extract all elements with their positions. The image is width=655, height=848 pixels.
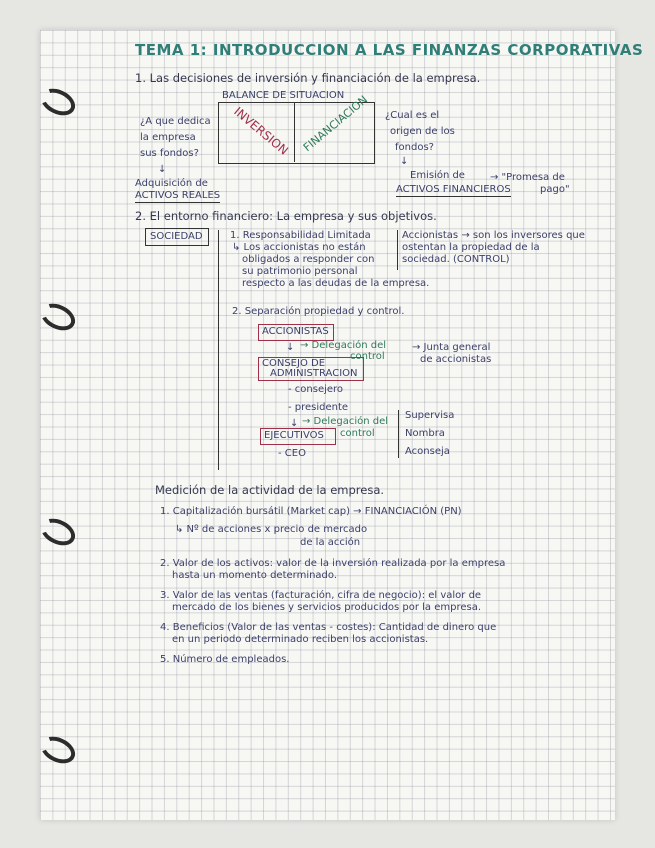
right-answer-1: Emisión de	[410, 170, 465, 181]
financiacion-label: FINANCIACION	[300, 93, 371, 155]
promesa-1: → "Promesa de	[490, 172, 565, 183]
item1-sub-4: respecto a las deudas de la empresa.	[242, 278, 430, 289]
ejec-right-2: Nombra	[405, 428, 445, 439]
measure-1: 1. Capitalización bursátil (Market cap) → FINANCIACIÓN (PN)	[160, 506, 462, 517]
section-1-heading: 1. Las decisiones de inversión y financiación de la empresa.	[135, 71, 481, 85]
right-question-1: ¿Cual es el	[385, 110, 440, 121]
inversion-label: INVERSION	[231, 104, 291, 158]
page-title: TEMA 1: INTRODUCCION A LAS FINANZAS CORPORATIVAS	[135, 41, 644, 59]
right-answer-2: ACTIVOS FINANCIEROS	[396, 184, 511, 195]
down-arrow-icon: ↓	[286, 342, 295, 353]
item1-sub-2: obligados a responder con	[242, 254, 375, 265]
item1-sub-3: su patrimonio personal	[242, 266, 358, 277]
balance-title: BALANCE DE SITUACION	[222, 90, 345, 101]
down-arrow-icon: ↓	[290, 418, 299, 429]
measure-3-line-1: 3. Valor de las ventas (facturación, cifra de negocio): el valor de	[160, 590, 482, 601]
sociedad-label: SOCIEDAD	[150, 231, 203, 242]
accionistas-label: ACCIONISTAS	[262, 326, 329, 337]
item1-title: 1. Responsabilidad Limitada	[230, 230, 371, 241]
consejo-item-1: - consejero	[288, 384, 344, 395]
measure-1-sub-1: ↳ Nº de acciones x precio de mercado	[175, 524, 368, 535]
left-question-2: la empresa	[140, 132, 196, 143]
consejo-item-2: - presidente	[288, 402, 349, 413]
main-brace-line	[218, 230, 219, 470]
consejo-label-2: ADMINISTRACION	[270, 368, 358, 379]
down-arrow-icon: ↓	[400, 156, 409, 167]
balance-divider	[294, 102, 295, 162]
ejec-brace	[398, 410, 399, 458]
control-2: control	[340, 428, 375, 439]
section-2-heading: 2. El entorno financiero: La empresa y sus objetivos.	[135, 209, 437, 223]
measure-4-line-1: 4. Beneficios (Valor de las ventas - costes): Cantidad de dinero que	[160, 622, 497, 633]
left-question-3: sus fondos?	[140, 148, 199, 159]
down-arrow-icon: ↓	[158, 164, 167, 175]
right-question-3: fondos?	[395, 142, 434, 153]
measure-5: 5. Número de empleados.	[160, 654, 290, 665]
right-question-2: origen de los	[390, 126, 455, 137]
measure-4-line-2: en un periodo determinado reciben los accionistas.	[172, 634, 429, 645]
junta-2: de accionistas	[420, 354, 492, 365]
item2-title: 2. Separación propiedad y control.	[232, 306, 405, 317]
item1-sub-1: ↳ Los accionistas no están	[232, 242, 366, 253]
delegacion-1: → Delegación del	[300, 340, 387, 351]
measure-1-sub-2: de la acción	[300, 537, 361, 548]
item1-right-2: ostentan la propiedad de la	[402, 242, 540, 253]
ejec-right-3: Aconseja	[405, 446, 450, 457]
left-answer-2: ACTIVOS REALES	[135, 190, 221, 201]
delegacion-2: → Delegación del	[302, 416, 389, 427]
left-question-1: ¿A que dedica	[140, 116, 211, 127]
ejec-right-1: Supervisa	[405, 410, 455, 421]
ejecutivos-label: EJECUTIVOS	[264, 430, 324, 441]
item1-right-1: Accionistas → son los inversores que	[402, 230, 585, 241]
measure-3-line-2: mercado de los bienes y servicios producidos por la empresa.	[172, 602, 482, 613]
control-1: control	[350, 351, 385, 362]
ceo-label: - CEO	[278, 448, 306, 459]
item1-brace	[397, 230, 398, 270]
left-answer-1: Adquisición de	[135, 178, 208, 189]
item1-right-3: sociedad. (CONTROL)	[402, 254, 510, 265]
measure-2-line-2: hasta un momento determinado.	[172, 570, 338, 581]
consejo-label-1: CONSEJO DE	[262, 358, 326, 369]
promesa-2: pago"	[540, 184, 570, 195]
measure-2-line-1: 2. Valor de los activos: valor de la inversión realizada por la empresa	[160, 558, 506, 569]
junta-1: → Junta general	[412, 342, 491, 353]
section-3-heading: Medición de la actividad de la empresa.	[155, 483, 385, 497]
